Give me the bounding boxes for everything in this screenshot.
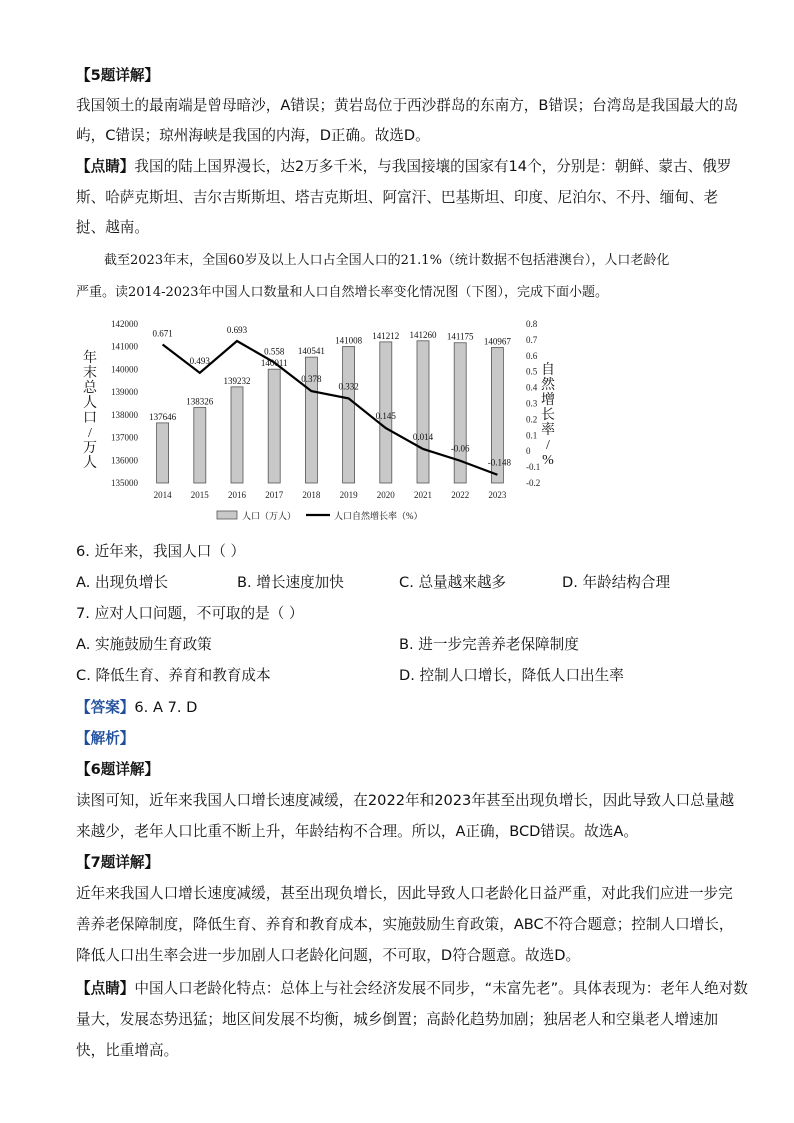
right-axis-title-char: 增 xyxy=(541,393,555,408)
left-axis-tick-label: 141000 xyxy=(111,341,138,352)
q7-detail-line-3: 降低人口出生率会进一步加剧人口老龄化问题，不可取，D符合题意。故选D。 xyxy=(76,947,581,964)
intro-line-1: 截至2023年末，全国60岁及以上人口占全国人口的21.1%（统计数据不包括港澳台），人口老龄化 xyxy=(104,253,670,268)
q7-option-c[interactable]: C. 降低生育、养育和教育成本 xyxy=(76,667,271,684)
x-axis-tick-label: 2019 xyxy=(339,490,358,500)
left-axis-tick-label: 135000 xyxy=(111,478,138,488)
right-axis-title-char: 然 xyxy=(541,378,555,393)
growth-rate-label: 0.558 xyxy=(264,346,285,357)
x-axis-tick-label: 2016 xyxy=(228,490,246,500)
population-bar-label: 137646 xyxy=(149,411,177,422)
analysis-tag: 【解析】 xyxy=(76,730,135,747)
population-bar-label: 141008 xyxy=(335,335,363,346)
note1-line-3: 挝、越南。 xyxy=(76,219,149,236)
legend-bar-label: 人口（万人） xyxy=(242,511,297,521)
q5-explanation-line-1: 我国领土的最南端是曾母暗沙，A错误；黄岩岛位于西沙群岛的东南方，B错误；台湾岛是我国最大的岛 xyxy=(76,97,739,114)
left-axis-title-char: / xyxy=(88,426,92,441)
note1-line-1 xyxy=(76,157,731,177)
x-axis-tick-label: 2018 xyxy=(302,490,321,500)
right-axis-title-char: % xyxy=(542,453,554,468)
answer-tag: 【答案】 xyxy=(76,699,135,716)
legend-line-label: 人口自然增长率（%） xyxy=(334,511,423,521)
right-axis-tick-label: 0.2 xyxy=(526,414,538,425)
intro-line-2: 严重。读2014-2023年中国人口数量和人口自然增长率变化情况图（下图），完成下面小题。 xyxy=(76,285,609,300)
left-axis-title-char: 年 xyxy=(83,351,97,366)
population-chart xyxy=(76,314,556,530)
population-bar xyxy=(231,387,243,483)
population-bar xyxy=(194,407,206,483)
growth-rate-label: 0.693 xyxy=(226,325,248,336)
q5-explanation-line-2: 屿，C错误；琼州海峡是我国的内海，D正确。故选D。 xyxy=(76,127,430,144)
growth-rate-line xyxy=(163,341,498,475)
note1-tag: 【点睛】 xyxy=(76,158,135,175)
right-axis-tick-label: 0.4 xyxy=(526,382,538,393)
q5-header: 【5题详解】 xyxy=(76,67,160,84)
q7-option-d[interactable]: D. 控制人口增长，降低人口出生率 xyxy=(399,667,624,684)
note2-line-2: 量大，发展态势迅猛；地区间发展不均衡，城乡倒置；高龄化趋势加剧；独居老人和空巢老人增速加 xyxy=(76,1011,719,1028)
q7-detail-line-2: 善养老保障制度，降低生育、养育和教育成本，实施鼓励生育政策，ABC不符合题意；控制人口增长， xyxy=(76,916,734,933)
left-axis-tick-label: 140000 xyxy=(111,364,138,375)
q7-stem: 7. 应对人口问题，不可取的是（ ） xyxy=(76,605,304,622)
left-axis-title-char: 口 xyxy=(83,411,97,426)
note2-line-1 xyxy=(76,979,748,999)
q7-option-b[interactable]: B. 进一步完善养老保障制度 xyxy=(399,636,579,653)
population-bar-label: 140011 xyxy=(260,358,288,369)
right-axis-tick-label: 0.3 xyxy=(526,398,538,409)
answer-text: 6. A 7. D xyxy=(134,699,198,716)
x-axis-tick-label: 2021 xyxy=(414,490,432,500)
left-axis-tick-label: 139000 xyxy=(111,387,138,398)
right-axis-tick-label: 0 xyxy=(526,446,531,457)
population-bar-label: 139232 xyxy=(223,375,251,386)
q7-detail-line-1: 近年来我国人口增长速度减缓，甚至出现负增长，因此导致人口老龄化日益严重，对此我们应进一步完 xyxy=(76,885,733,902)
right-axis-title-char: 长 xyxy=(541,408,555,423)
q6-stem: 6. 近年来，我国人口（ ） xyxy=(76,543,246,560)
x-axis-tick-label: 2014 xyxy=(153,490,172,500)
left-axis-tick-label: 136000 xyxy=(111,455,138,466)
left-axis-title-char: 总 xyxy=(83,381,97,396)
population-bar xyxy=(157,423,169,483)
q6-option-a[interactable]: A. 出现负增长 xyxy=(76,574,168,591)
note2-line-3: 快，比重增高。 xyxy=(76,1042,179,1059)
q6-option-d[interactable]: D. 年龄结构合理 xyxy=(562,574,671,591)
growth-rate-label: 0.493 xyxy=(189,355,210,366)
answer-line xyxy=(76,698,197,718)
growth-rate-label: 0.671 xyxy=(152,328,173,339)
q6-option-b[interactable]: B. 增长速度加快 xyxy=(237,574,344,591)
growth-rate-label: 0.378 xyxy=(301,374,322,385)
q6-detail-line-2: 来越少，老年人口比重不断上升，年龄结构不合理。所以，A正确，BCD错误。故选A。 xyxy=(76,823,638,840)
left-axis-title-char: 人 xyxy=(83,456,97,471)
left-axis-title-char: 末 xyxy=(83,366,97,381)
note2-tag: 【点睛】 xyxy=(76,980,135,997)
left-axis-title-char: 人 xyxy=(83,396,97,411)
left-axis-title-char: 万 xyxy=(83,441,97,456)
left-axis-tick-label: 138000 xyxy=(111,409,138,420)
x-axis-tick-label: 2023 xyxy=(488,490,507,500)
q6-option-c[interactable]: C. 总量越来越多 xyxy=(399,574,507,591)
population-bar-label: 140967 xyxy=(483,336,511,347)
population-bar-label: 140541 xyxy=(297,346,325,357)
growth-rate-label: 0.145 xyxy=(375,411,396,422)
note1-line-2: 斯、哈萨克斯坦、吉尔吉斯斯坦、塔吉克斯坦、阿富汗、巴基斯坦、印度、尼泊尔、不丹、缅甸、老 xyxy=(76,189,719,206)
right-axis-tick-label: 0.5 xyxy=(526,366,538,377)
growth-rate-label: 0.014 xyxy=(412,431,434,442)
population-bar xyxy=(343,347,355,483)
note2-text: 中国人口老龄化特点：总体上与社会经济发展不同步，“未富先老”。具体表现为：老年人绝对数 xyxy=(134,980,748,997)
population-bar xyxy=(417,341,429,483)
legend-bar-swatch xyxy=(217,511,237,519)
right-axis-tick-label: 0.7 xyxy=(526,334,538,345)
x-axis-tick-label: 2015 xyxy=(190,490,209,500)
growth-rate-label: 0.332 xyxy=(338,381,359,392)
population-bar xyxy=(268,369,280,483)
growth-rate-label: -0.148 xyxy=(487,457,512,468)
population-bar-label: 141260 xyxy=(409,329,437,340)
left-axis-tick-label: 137000 xyxy=(111,432,138,443)
population-bar-label: 141175 xyxy=(446,331,474,342)
right-axis-title-char: 率 xyxy=(541,423,555,438)
population-bar-label: 141212 xyxy=(372,330,400,341)
x-axis-tick-label: 2017 xyxy=(265,490,284,500)
right-axis-tick-label: 0.6 xyxy=(526,350,538,361)
right-axis-tick-label: -0.1 xyxy=(526,462,541,473)
q6-detail-header: 【6题详解】 xyxy=(76,761,160,778)
left-axis-tick-label: 142000 xyxy=(111,319,138,329)
note1-text: 我国的陆上国界漫长，达2万多千米，与我国接壤的国家有14个，分别是：朝鲜、蒙古、俄罗 xyxy=(134,158,732,175)
q7-detail-header: 【7题详解】 xyxy=(76,854,160,871)
growth-rate-label: -0.06 xyxy=(450,443,470,454)
q7-option-a[interactable]: A. 实施鼓励生育政策 xyxy=(76,636,212,653)
population-bar-label: 138326 xyxy=(186,396,214,407)
q6-detail-line-1: 读图可知，近年来我国人口增长速度减缓，在2022年和2023年甚至出现负增长，因此导致人口总量越 xyxy=(76,792,735,809)
x-axis-tick-label: 2020 xyxy=(376,490,395,500)
right-axis-title-char: / xyxy=(546,438,550,453)
right-axis-tick-label: 0.1 xyxy=(526,430,538,441)
right-axis-tick-label: -0.2 xyxy=(526,478,541,488)
right-axis-tick-label: 0.8 xyxy=(526,319,538,329)
right-axis-title-char: 自 xyxy=(541,363,555,378)
x-axis-tick-label: 2022 xyxy=(451,490,470,500)
